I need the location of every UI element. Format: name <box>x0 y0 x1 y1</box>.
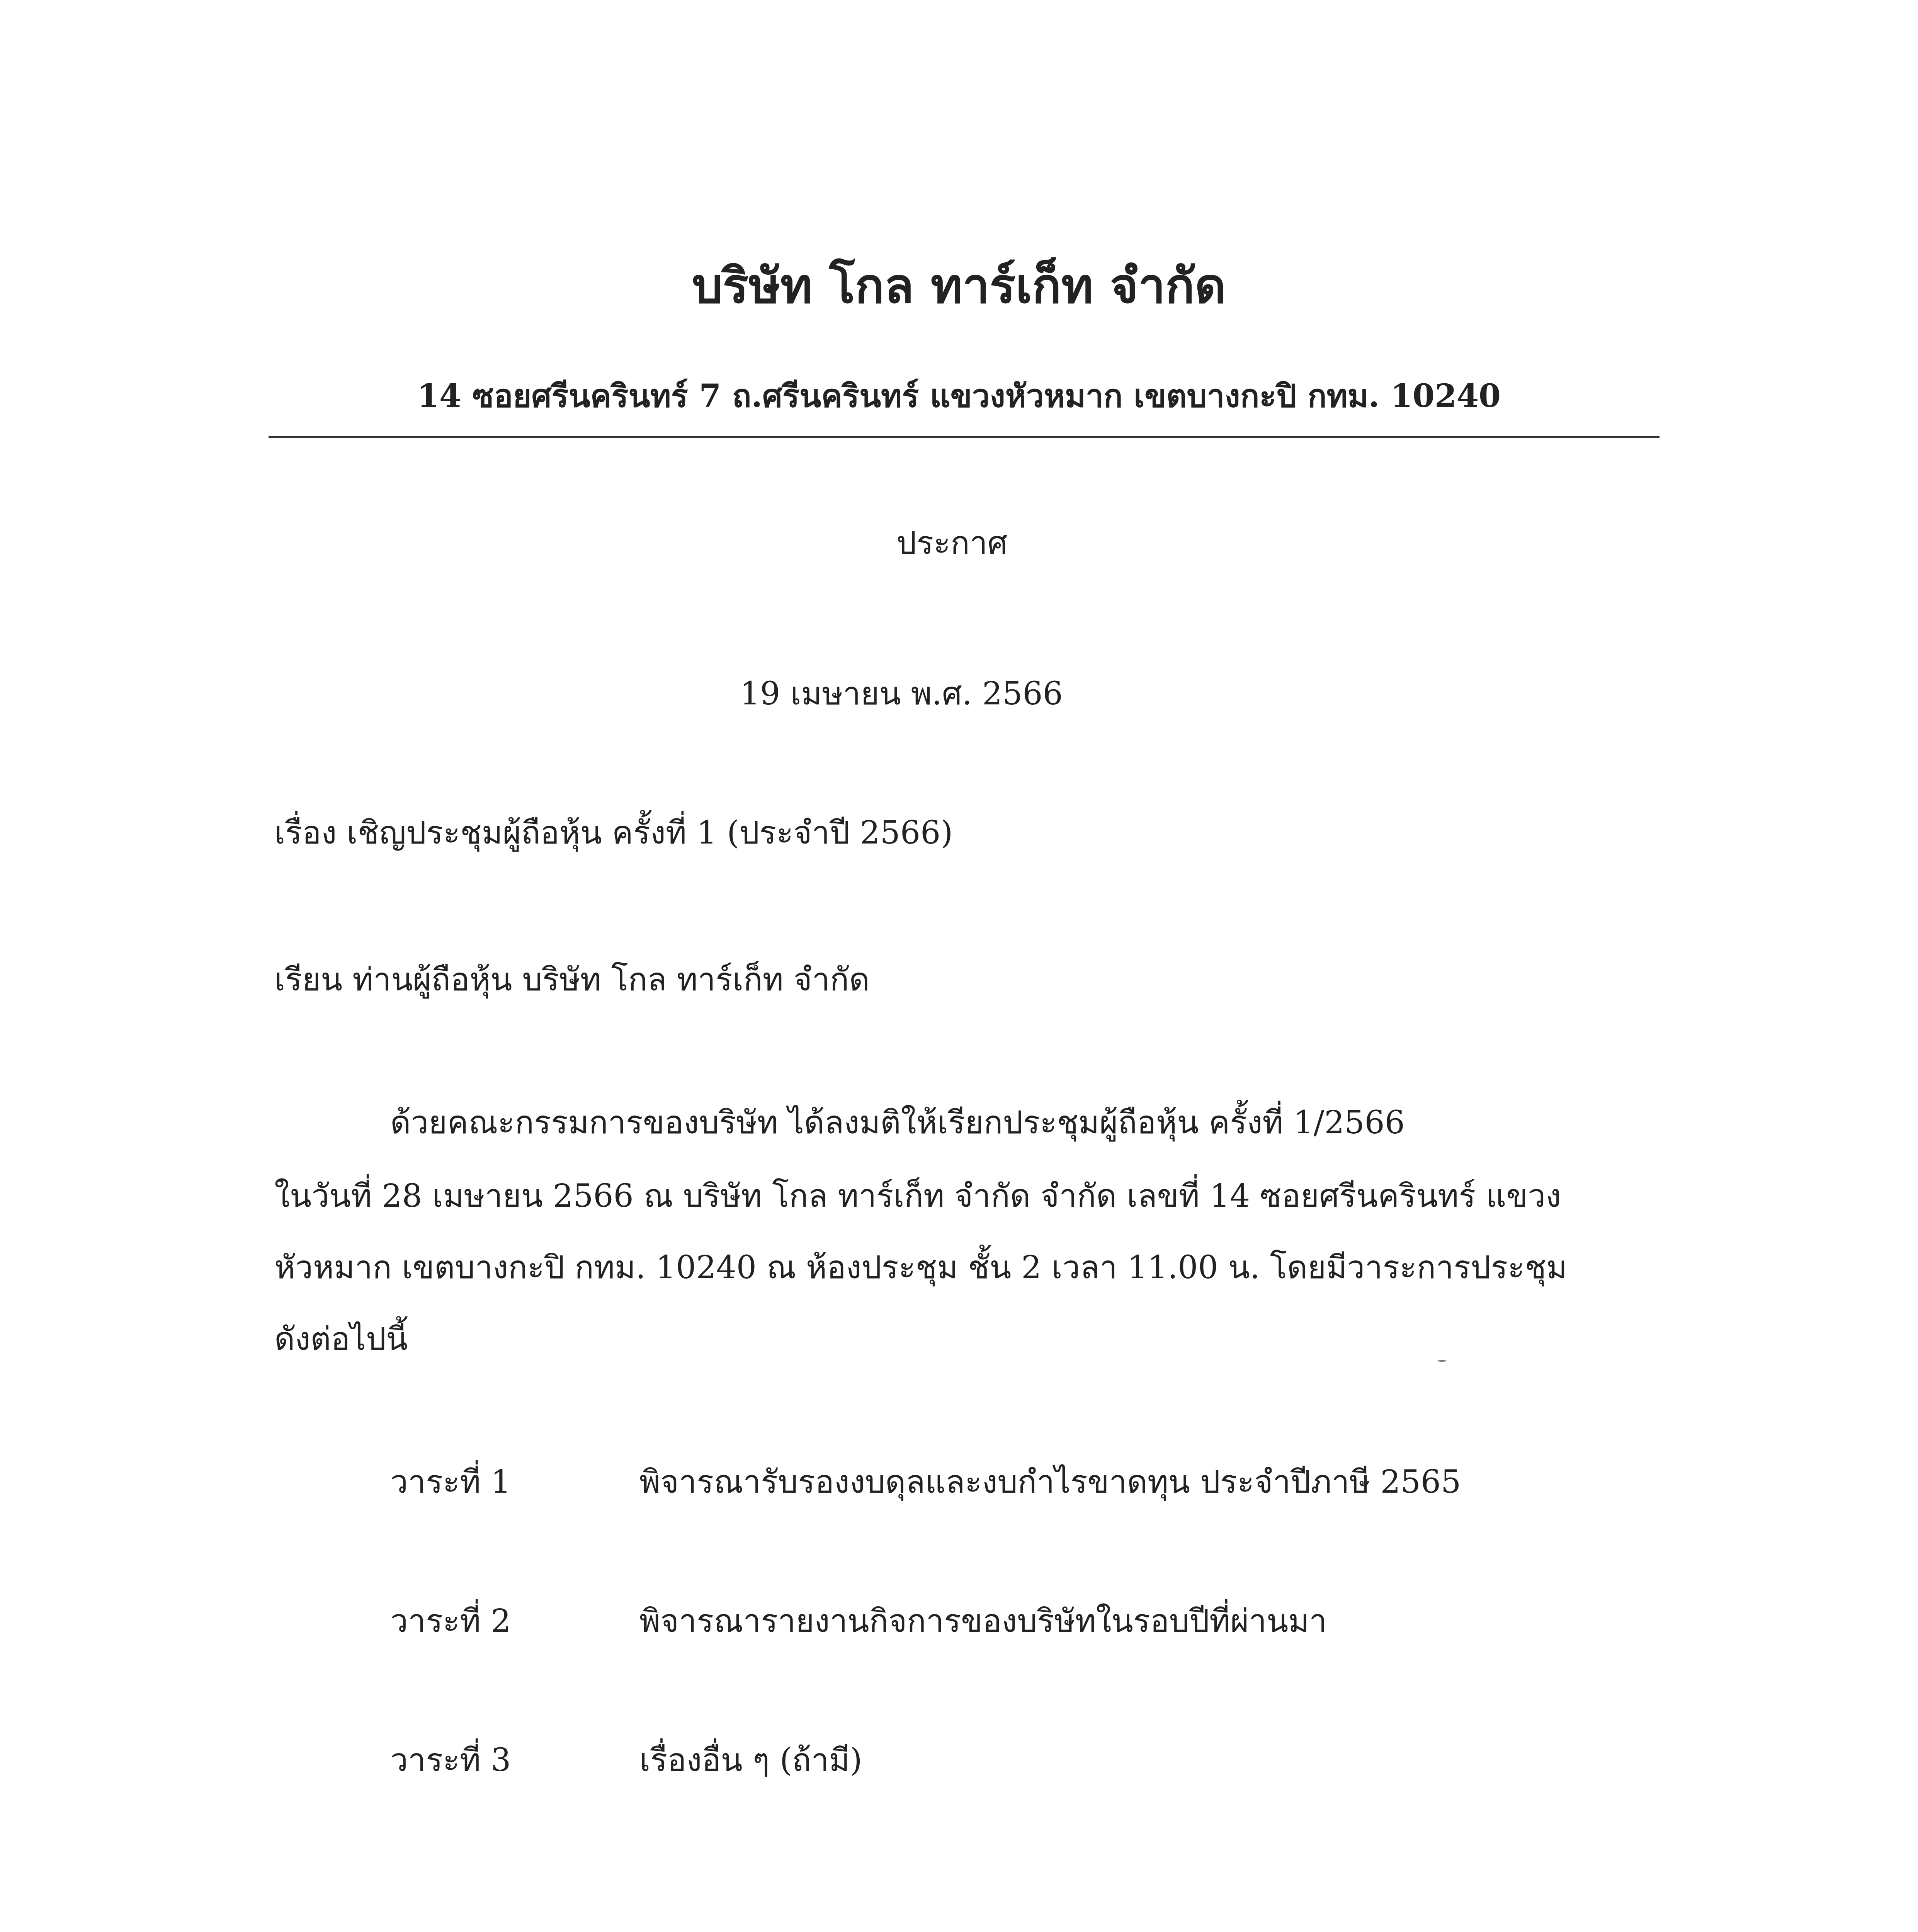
agenda-text-3: เรื่องอื่น ๆ (ถ้ามี) <box>639 1742 862 1779</box>
scan-speck <box>1437 1360 1447 1362</box>
agenda-text-2: พิจารณารายงานกิจการของบริษัทในรอบปีที่ผ่านมา <box>639 1603 1327 1639</box>
agenda-text-1: พิจารณารับรองงบดุลและงบกำไรขาดทุน ประจำปีภาษี 2565 <box>639 1464 1461 1500</box>
agenda-label-3: วาระที่ 3 <box>390 1742 511 1779</box>
body-line-2: ในวันที่ 28 เมษายน 2566 ณ บริษัท โกล ทาร์เก็ท จำกัด จำกัด เลขที่ 14 ซอยศรีนครินทร์ แขวง <box>274 1178 1561 1214</box>
company-name: บริษัท โกล ทาร์เก็ท จำกัด <box>692 258 1226 314</box>
document-date: 19 เมษายน พ.ศ. 2566 <box>740 675 1063 712</box>
body-line-3: หัวหมาก เขตบางกะปิ กทม. 10240 ณ ห้องประชุม ชั้น 2 เวลา 11.00 น. โดยมีวาระการประชุม <box>274 1249 1568 1286</box>
addressee-line: เรียน ท่านผู้ถือหุ้น บริษัท โกล ทาร์เก็ท จำกัด <box>274 961 870 998</box>
header-divider <box>269 436 1660 438</box>
document-type: ประกาศ <box>896 525 1008 561</box>
agenda-label-2: วาระที่ 2 <box>390 1603 511 1639</box>
company-address: 14 ซอยศรีนครินทร์ 7 ถ.ศรีนครินทร์ แขวงหัวหมาก เขตบางกะปิ กทม. 10240 <box>417 378 1501 415</box>
subject-line: เรื่อง เชิญประชุมผู้ถือหุ้น ครั้งที่ 1 (ประจำปี 2566) <box>274 815 953 851</box>
agenda-label-1: วาระที่ 1 <box>390 1464 511 1500</box>
body-line-1: ด้วยคณะกรรมการของบริษัท ได้ลงมติให้เรียกประชุมผู้ถือหุ้น ครั้งที่ 1/2566 <box>390 1104 1405 1141</box>
body-line-4: ดังต่อไปนี้ <box>274 1321 408 1357</box>
